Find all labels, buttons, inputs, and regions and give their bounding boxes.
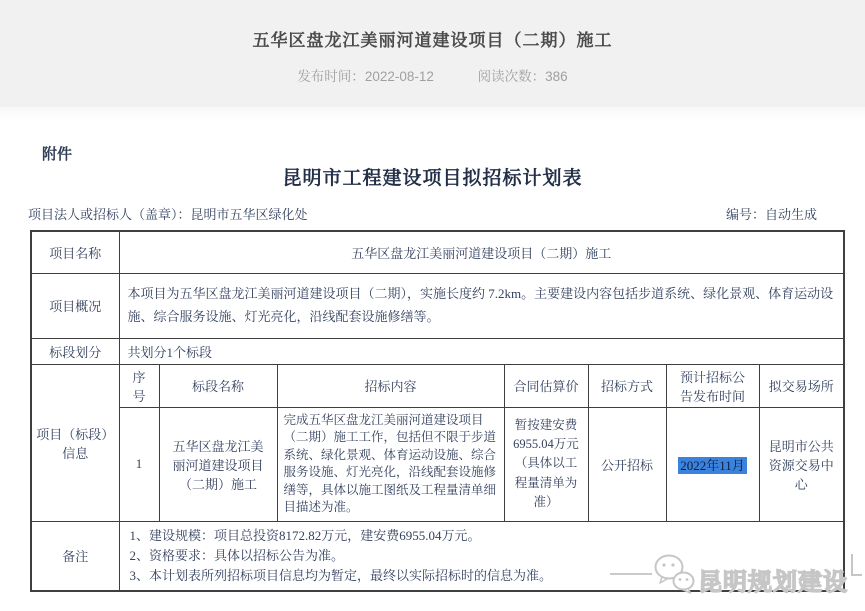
document-meta-row [28, 204, 841, 223]
row-label-project-overview: 项目概况 [31, 273, 119, 338]
watermark-corner-mark [851, 554, 862, 576]
article-meta [0, 65, 865, 85]
row-label-remarks: 备注 [31, 521, 119, 591]
remarks-cell [119, 521, 844, 591]
watermark-text: 昆明规划建设 [698, 569, 848, 596]
column-header-seq: 序号 [119, 364, 159, 407]
bidding-plan-table [30, 230, 845, 592]
read-count-label: 阅读次数： [477, 69, 546, 84]
row-label-project-name: 项目名称 [31, 231, 119, 273]
document-card [0, 107, 865, 611]
publish-time [297, 69, 434, 84]
row-label-section-division: 标段划分 [31, 338, 119, 364]
bidding-method: 公开招标 [588, 407, 666, 521]
trading-venue: 昆明市公共资源交易中心 [759, 407, 844, 521]
remark-line-2: 2、资格要求：具体以招标公告为准。 [129, 547, 345, 563]
legal-person-line: 项目法人或招标人（盖章）：昆明市五华区绿化处 [28, 207, 308, 222]
table-subheader-row [31, 364, 844, 407]
row-label-section-info: 项目（标段）信息 [31, 364, 119, 521]
table-row [31, 273, 844, 338]
table-row [31, 338, 844, 364]
column-header-section-name: 标段名称 [159, 364, 277, 407]
column-header-bidding-method: 招标方式 [588, 364, 666, 407]
column-header-bidding-content: 招标内容 [277, 364, 504, 407]
bidding-content: 完成五华区盘龙江美丽河道建设项目（二期）施工工作，包括但不限于步道系统、绿化景观、体育运动设施、综合服务设施、灯光亮化，沿线配套设施修缮等，具体以施工图纸及工程量清单细目描述为准。 [277, 407, 504, 521]
serial-number-line: 编号：自动生成 [725, 207, 817, 222]
publish-time-value: 2022-08-12 [364, 69, 434, 84]
section-name: 五华区盘龙江美丽河道建设项目（二期）施工 [159, 407, 277, 521]
column-header-announcement-time: 预计招标公告发布时间 [666, 364, 759, 407]
project-name-value: 五华区盘龙江美丽河道建设项目（二期）施工 [119, 231, 844, 273]
document-title: 昆明市工程建设项目拟招标计划表 [282, 168, 583, 189]
remark-line-1: 1、建设规模：项目总投资8172.82万元，建安费6955.04万元。 [129, 527, 481, 543]
article-header [0, 0, 865, 107]
announcement-time-cell [666, 407, 759, 521]
remark-line-3: 3、本计划表所列招标项目信息均为暂定，最终以实际招标时的信息为准。 [129, 567, 553, 583]
column-header-contract-estimate: 合同估算价 [504, 364, 588, 407]
section-data-row [31, 407, 844, 521]
article-title: 五华区盘龙江美丽河道建设项目（二期）施工 [252, 31, 613, 50]
contract-estimate: 暂按建安费6955.04万元（具体以工程量清单为准） [504, 407, 588, 521]
read-count-value: 386 [545, 69, 568, 84]
publish-time-label: 发布时间： [297, 69, 365, 84]
attachment-label: 附件 [42, 146, 73, 163]
announcement-time-highlight: 2022年11月 [680, 457, 745, 473]
table-row [31, 231, 844, 273]
table-row [31, 521, 844, 591]
section-seq: 1 [119, 407, 159, 521]
section-division-value: 共划分1个标段 [119, 338, 844, 364]
project-overview-value: 本项目为五华区盘龙江美丽河道建设项目（二期），实施长度约 7.2km。主要建设内容包括步道系统、绿化景观、体育运动设施、综合服务设施、灯光亮化，沿线配套设施修缮等。 [119, 273, 844, 338]
column-header-trading-venue: 拟交易场所 [759, 364, 844, 407]
read-count [478, 69, 568, 84]
